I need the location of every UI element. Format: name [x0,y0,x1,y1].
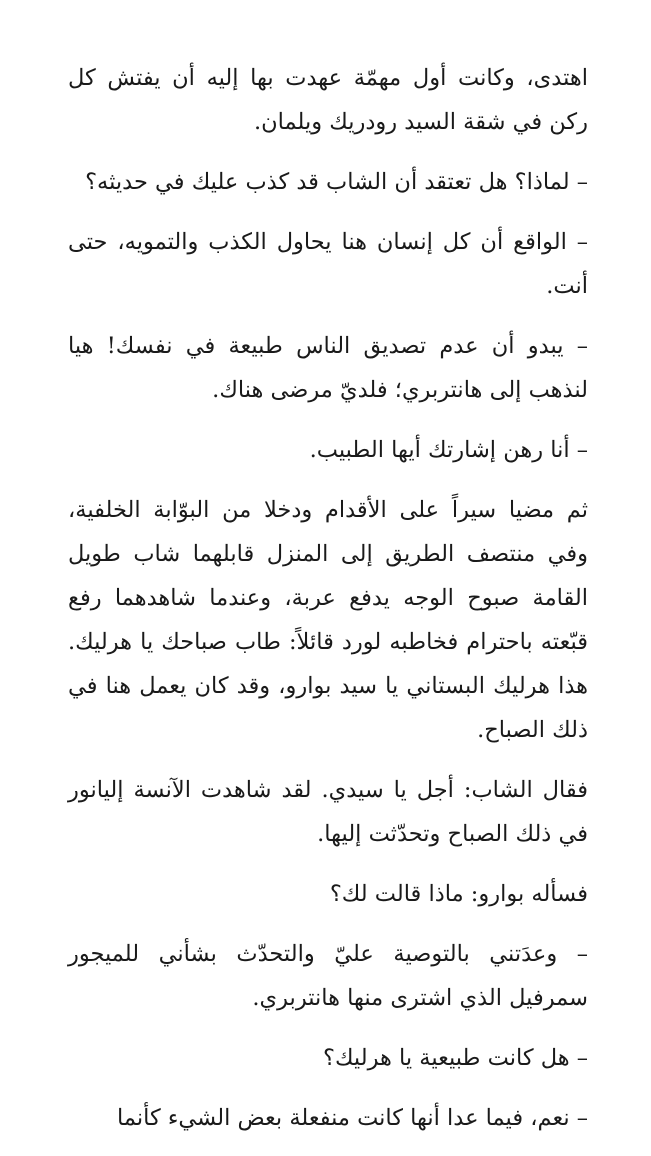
paragraph-6: ثم مضيا سيراً على الأقدام ودخلا من البوّابة الخلفية، وفي منتصف الطريق إلى المنزل قابلهما شاب طويل القامة صبوح الوجه يدفع عربة، وعندما شاهدهما رفع قبّعته باحترام فخاطبه لورد قائلاً: طاب صباحك يا هرليك. هذا هرليك البستاني يا سيد بوارو، وقد كان يعمل هنا في ذلك الصباح. [68,497,588,743]
paragraph-8: فسأله بوارو: ماذا قالت لك؟ [329,881,588,907]
paragraph-1: اهتدى، وكانت أول مهمّة عهدت بها إليه أن يفتش كل ركن في شقة السيد رودريك ويلمان. [68,65,588,135]
paragraph-7: فقال الشاب: أجل يا سيدي. لقد شاهدت الآنسة إليانور في ذلك الصباح وتحدّثت إليها. [68,777,588,847]
paragraph-9: – وعدَتني بالتوصية عليّ والتحدّث بشأني للميجور سمرفيل الذي اشترى منها هانتربري. [68,941,588,1011]
book-page [68,56,588,1156]
paragraph-5: – أنا رهن إشارتك أيها الطبيب. [309,437,588,463]
paragraph-10: – هل كانت طبيعية يا هرليك؟ [323,1045,588,1071]
paragraph-11: – نعم، فيما عدا أنها كانت منفعلة بعض الشيء كأنما [116,1105,588,1131]
paragraph-4: – يبدو أن عدم تصديق الناس طبيعة في نفسك! هيا لنذهب إلى هانتربري؛ فلديّ مرضى هناك. [68,333,588,403]
paragraph-3: – الواقع أن كل إنسان هنا يحاول الكذب والتمويه، حتى أنت. [68,229,588,299]
paragraph-2: – لماذا؟ هل تعتقد أن الشاب قد كذب عليك في حديثه؟ [85,169,588,195]
